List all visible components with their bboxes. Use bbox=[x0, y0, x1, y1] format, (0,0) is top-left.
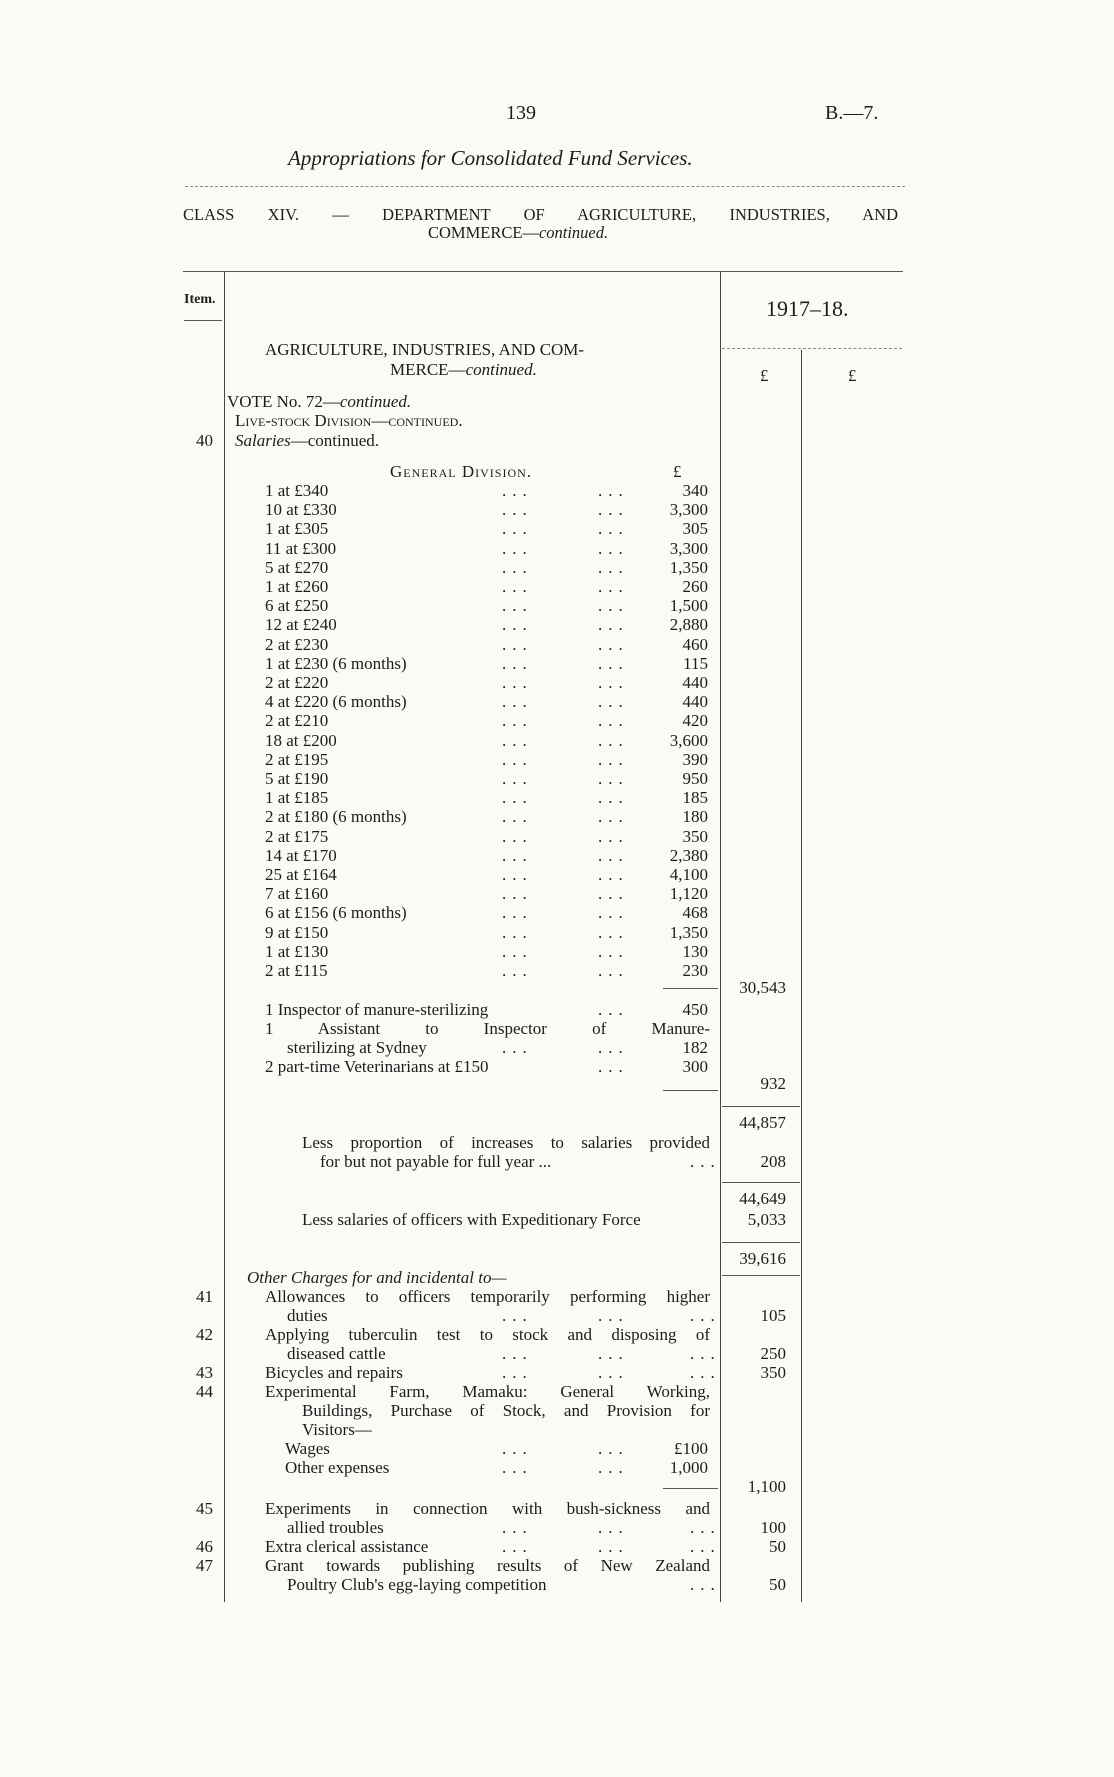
assistant-row-line1: 1 Assistant to Inspector of Manure- bbox=[265, 1019, 710, 1038]
dot-leader: ... bbox=[502, 1344, 533, 1363]
dot-leader: ... bbox=[598, 519, 629, 538]
dot-leader: ... bbox=[598, 1038, 629, 1057]
salary-row-amount: 130 bbox=[682, 942, 708, 961]
salary-row-amount: 2,380 bbox=[669, 846, 708, 865]
dot-leader: ... bbox=[598, 500, 629, 519]
veterinarians-row-label: 2 part-time Veterinarians at £150 bbox=[265, 1057, 489, 1076]
dot-leader: ... bbox=[502, 1518, 533, 1537]
item-header-rule bbox=[184, 320, 222, 321]
farm-subtotal-rule bbox=[663, 1488, 718, 1489]
year-header-rule bbox=[722, 348, 902, 349]
salary-row-label: 1 at £260 bbox=[265, 577, 329, 596]
salary-row-label: 6 at £156 (6 months) bbox=[265, 903, 407, 922]
dot-leader: ... bbox=[502, 1458, 533, 1477]
salary-row-amount: 440 bbox=[682, 673, 708, 692]
amount-column-rule bbox=[720, 272, 721, 1602]
dot-leader: ... bbox=[598, 788, 629, 807]
tuberculin-line2: diseased cattle bbox=[287, 1344, 386, 1363]
page-title: Appropriations for Consolidated Fund Services. bbox=[288, 146, 693, 170]
salary-row-label: 10 at £330 bbox=[265, 500, 337, 519]
dot-leader: ... bbox=[598, 1306, 629, 1325]
item-number-41: 41 bbox=[196, 1287, 213, 1306]
item-number-44: 44 bbox=[196, 1382, 213, 1401]
salary-row-amount: 1,350 bbox=[669, 923, 708, 942]
dot-leader: ... bbox=[502, 1038, 533, 1057]
header-rule bbox=[185, 186, 905, 187]
dot-leader: ... bbox=[598, 481, 629, 500]
farm-other-label: Other expenses bbox=[285, 1458, 390, 1477]
dot-leader: ... bbox=[598, 1000, 629, 1019]
dot-leader: ... bbox=[502, 539, 533, 558]
salary-row-amount: 468 bbox=[682, 903, 708, 922]
dot-leader: ... bbox=[502, 615, 533, 634]
dot-leader: ... bbox=[502, 1363, 533, 1382]
salary-row-amount: 1,350 bbox=[669, 558, 708, 577]
section-heading-line1: AGRICULTURE, INDUSTRIES, AND COM- bbox=[265, 340, 585, 359]
farm-wages-amount: £100 bbox=[674, 1439, 708, 1458]
salary-row-amount: 230 bbox=[682, 961, 708, 980]
bush-sickness-line1: Experiments in connection with bush-sickness and bbox=[265, 1499, 710, 1518]
subtotal-1: 44,857 bbox=[739, 1113, 786, 1132]
salaries-line: Salaries—continued. bbox=[235, 431, 380, 450]
dot-leader: ... bbox=[502, 1537, 533, 1556]
dot-leader: ... bbox=[598, 942, 629, 961]
dot-leader: ... bbox=[598, 750, 629, 769]
subtotal-rule-1 bbox=[722, 1106, 800, 1107]
item-column-rule bbox=[224, 272, 225, 1602]
assistant-row-amount: 182 bbox=[682, 1038, 708, 1057]
poultry-grant-amount: 50 bbox=[769, 1575, 786, 1594]
subtotal-rule-2 bbox=[722, 1182, 800, 1183]
dot-leader: ... bbox=[502, 692, 533, 711]
dot-leader: ... bbox=[598, 673, 629, 692]
salary-row-amount: 115 bbox=[683, 654, 708, 673]
dot-leader: ... bbox=[502, 961, 533, 980]
dot-leader: ... bbox=[598, 903, 629, 922]
salary-row-label: 5 at £190 bbox=[265, 769, 329, 788]
salary-row-label: 25 at £164 bbox=[265, 865, 337, 884]
subtotal-rule-3 bbox=[722, 1242, 800, 1243]
inspector-row-amount: 450 bbox=[682, 1000, 708, 1019]
dot-leader: ... bbox=[502, 942, 533, 961]
salary-row-amount: 3,300 bbox=[669, 500, 708, 519]
item-number-46: 46 bbox=[196, 1537, 213, 1556]
dot-leader: ... bbox=[598, 1458, 629, 1477]
bicycles-amount: 350 bbox=[760, 1363, 786, 1382]
dot-leader: ... bbox=[690, 1344, 721, 1363]
salary-row-label: 11 at £300 bbox=[265, 539, 337, 558]
salary-row-amount: 350 bbox=[682, 827, 708, 846]
dot-leader: ... bbox=[598, 692, 629, 711]
dot-leader: ... bbox=[690, 1152, 721, 1171]
less-increases-line2: for but not payable for full year ... bbox=[320, 1152, 552, 1171]
general-division-total: 30,543 bbox=[739, 978, 786, 997]
salary-row-amount: 1,120 bbox=[669, 884, 708, 903]
class-heading-line1: CLASS XIV. — DEPARTMENT OF AGRICULTURE, INDUSTRIES, AND bbox=[183, 205, 898, 224]
salary-row-amount: 4,100 bbox=[669, 865, 708, 884]
salary-subtotal-rule bbox=[663, 988, 718, 989]
dot-leader: ... bbox=[598, 654, 629, 673]
dot-leader: ... bbox=[598, 1057, 629, 1076]
item-number-47: 47 bbox=[196, 1556, 213, 1575]
dot-leader: ... bbox=[502, 865, 533, 884]
dot-leader: ... bbox=[598, 615, 629, 634]
less-increases-line1: Less proportion of increases to salaries provided bbox=[302, 1133, 710, 1152]
allowances-amount: 105 bbox=[760, 1306, 786, 1325]
salary-row-amount: 440 bbox=[682, 692, 708, 711]
dot-leader: ... bbox=[598, 1363, 629, 1382]
salary-row-label: 6 at £250 bbox=[265, 596, 329, 615]
dot-leader: ... bbox=[502, 500, 533, 519]
item-column-header: Item. bbox=[184, 292, 216, 307]
dot-leader: ... bbox=[598, 1537, 629, 1556]
allowances-line1: Allowances to officers temporarily performing higher bbox=[265, 1287, 710, 1306]
dot-leader: ... bbox=[598, 923, 629, 942]
dot-leader: ... bbox=[502, 731, 533, 750]
salary-row-amount: 390 bbox=[682, 750, 708, 769]
dot-leader: ... bbox=[502, 711, 533, 730]
salary-row-label: 4 at £220 (6 months) bbox=[265, 692, 407, 711]
dot-leader: ... bbox=[502, 769, 533, 788]
bush-sickness-line2: allied troubles bbox=[287, 1518, 384, 1537]
experimental-farm-line2: Buildings, Purchase of Stock, and Provision for bbox=[302, 1401, 710, 1420]
dot-leader: ... bbox=[502, 903, 533, 922]
assistant-row-line2: sterilizing at Sydney bbox=[287, 1038, 427, 1057]
salary-row-label: 1 at £305 bbox=[265, 519, 329, 538]
dot-leader: ... bbox=[598, 884, 629, 903]
salary-row-amount: 340 bbox=[682, 481, 708, 500]
salary-row-label: 1 at £230 (6 months) bbox=[265, 654, 407, 673]
salary-row-label: 2 at £175 bbox=[265, 827, 329, 846]
table-top-rule bbox=[183, 271, 903, 272]
page-number: 139 bbox=[506, 102, 536, 124]
dot-leader: ... bbox=[598, 1518, 629, 1537]
item-number-42: 42 bbox=[196, 1325, 213, 1344]
salary-row-label: 2 at £210 bbox=[265, 711, 329, 730]
subtotal-rule-4 bbox=[722, 1275, 800, 1276]
salary-row-amount: 180 bbox=[682, 807, 708, 826]
dot-leader: ... bbox=[690, 1306, 721, 1325]
dot-leader: ... bbox=[598, 865, 629, 884]
salary-row-label: 14 at £170 bbox=[265, 846, 337, 865]
dot-leader: ... bbox=[690, 1518, 721, 1537]
salary-row-label: 1 at £130 bbox=[265, 942, 329, 961]
dot-leader: ... bbox=[598, 711, 629, 730]
dot-leader: ... bbox=[598, 635, 629, 654]
salary-row-label: 2 at £180 (6 months) bbox=[265, 807, 407, 826]
dot-leader: ... bbox=[502, 596, 533, 615]
salary-row-label: 1 at £185 bbox=[265, 788, 329, 807]
dot-leader: ... bbox=[502, 577, 533, 596]
item-number-45: 45 bbox=[196, 1499, 213, 1518]
dot-leader: ... bbox=[502, 481, 533, 500]
pound-header-1: £ bbox=[760, 366, 769, 385]
year-column-header: 1917–18. bbox=[766, 296, 849, 321]
clerical-label: Extra clerical assistance bbox=[265, 1537, 429, 1556]
allowances-line2: duties bbox=[287, 1306, 328, 1325]
farm-total: 1,100 bbox=[747, 1477, 786, 1496]
dot-leader: ... bbox=[690, 1537, 721, 1556]
salary-row-amount: 185 bbox=[682, 788, 708, 807]
salary-row-label: 18 at £200 bbox=[265, 731, 337, 750]
vote-line: VOTE No. 72—continued. bbox=[227, 392, 412, 411]
dot-leader: ... bbox=[502, 827, 533, 846]
class-heading-line2: COMMERCE—continued. bbox=[428, 223, 609, 242]
dot-leader: ... bbox=[502, 750, 533, 769]
clerical-amount: 50 bbox=[769, 1537, 786, 1556]
salary-row-label: 2 at £230 bbox=[265, 635, 329, 654]
salary-row-label: 2 at £115 bbox=[265, 961, 328, 980]
bush-sickness-amount: 100 bbox=[760, 1518, 786, 1537]
less-expeditionary-label: Less salaries of officers with Expeditionary Force bbox=[302, 1210, 641, 1229]
experimental-farm-line3: Visitors— bbox=[302, 1420, 372, 1439]
salary-row-amount: 260 bbox=[682, 577, 708, 596]
dot-leader: ... bbox=[598, 807, 629, 826]
dot-leader: ... bbox=[502, 923, 533, 942]
dot-leader: ... bbox=[502, 558, 533, 577]
poultry-grant-line2: Poultry Club's egg-laying competition bbox=[287, 1575, 547, 1594]
salary-row-amount: 420 bbox=[682, 711, 708, 730]
salary-row-amount: 950 bbox=[682, 769, 708, 788]
salary-row-label: 2 at £220 bbox=[265, 673, 329, 692]
dot-leader: ... bbox=[598, 596, 629, 615]
salary-row-label: 9 at £150 bbox=[265, 923, 329, 942]
general-division-title: General Division. bbox=[390, 462, 533, 481]
dot-leader: ... bbox=[502, 1306, 533, 1325]
dot-leader: ... bbox=[598, 558, 629, 577]
dot-leader: ... bbox=[502, 788, 533, 807]
dot-leader: ... bbox=[598, 769, 629, 788]
tuberculin-amount: 250 bbox=[760, 1344, 786, 1363]
bicycles-label: Bicycles and repairs bbox=[265, 1363, 403, 1382]
other-charges-heading: Other Charges for and incidental to— bbox=[247, 1268, 507, 1287]
dot-leader: ... bbox=[502, 884, 533, 903]
dot-leader: ... bbox=[502, 635, 533, 654]
dot-leader: ... bbox=[502, 846, 533, 865]
farm-wages-label: Wages bbox=[285, 1439, 330, 1458]
page-reference: B.—7. bbox=[825, 102, 879, 124]
salary-row-label: 7 at £160 bbox=[265, 884, 329, 903]
salary-row-amount: 2,880 bbox=[669, 615, 708, 634]
salary-row-label: 5 at £270 bbox=[265, 558, 329, 577]
dot-leader: ... bbox=[598, 577, 629, 596]
item-number-40: 40 bbox=[196, 431, 213, 450]
dot-leader: ... bbox=[598, 827, 629, 846]
dot-leader: ... bbox=[502, 1439, 533, 1458]
dot-leader: ... bbox=[598, 846, 629, 865]
pound-header-2: £ bbox=[848, 366, 857, 385]
salary-row-amount: 3,300 bbox=[669, 539, 708, 558]
dot-leader: ... bbox=[502, 654, 533, 673]
tuberculin-line1: Applying tuberculin test to stock and disposing of bbox=[265, 1325, 710, 1344]
dot-leader: ... bbox=[690, 1575, 721, 1594]
salary-row-amount: 3,600 bbox=[669, 731, 708, 750]
subtotal-3: 39,616 bbox=[739, 1249, 786, 1268]
inspectors-total: 932 bbox=[760, 1074, 786, 1093]
dot-leader: ... bbox=[598, 731, 629, 750]
salary-row-amount: 305 bbox=[682, 519, 708, 538]
salary-row-label: 1 at £340 bbox=[265, 481, 329, 500]
farm-other-amount: 1,000 bbox=[669, 1458, 708, 1477]
dot-leader: ... bbox=[598, 1344, 629, 1363]
dot-leader: ... bbox=[598, 961, 629, 980]
experimental-farm-line1: Experimental Farm, Mamaku: General Working, bbox=[265, 1382, 710, 1401]
less-increases-amount: 208 bbox=[760, 1152, 786, 1171]
dot-leader: ... bbox=[598, 539, 629, 558]
inspector-row-label: 1 Inspector of manure-sterilizing bbox=[265, 1000, 489, 1019]
salary-row-amount: 1,500 bbox=[669, 596, 708, 615]
salary-row-amount: 460 bbox=[682, 635, 708, 654]
subtotal-2: 44,649 bbox=[739, 1189, 786, 1208]
veterinarians-row-amount: 300 bbox=[682, 1057, 708, 1076]
item-number-43: 43 bbox=[196, 1363, 213, 1382]
dot-leader: ... bbox=[690, 1363, 721, 1382]
dot-leader: ... bbox=[502, 673, 533, 692]
salary-row-label: 12 at £240 bbox=[265, 615, 337, 634]
division-line: Live-stock Division—continued. bbox=[235, 411, 463, 430]
inspectors-rule bbox=[663, 1090, 718, 1091]
dot-leader: ... bbox=[502, 807, 533, 826]
poultry-grant-line1: Grant towards publishing results of New Zealand bbox=[265, 1556, 710, 1575]
section-heading-line2: MERCE—continued. bbox=[390, 360, 537, 379]
general-division-pound: £ bbox=[673, 462, 682, 481]
dot-leader: ... bbox=[598, 1439, 629, 1458]
total-column-rule bbox=[801, 350, 802, 1602]
salary-row-label: 2 at £195 bbox=[265, 750, 329, 769]
less-expeditionary-amount: 5,033 bbox=[747, 1210, 786, 1229]
dot-leader: ... bbox=[502, 519, 533, 538]
